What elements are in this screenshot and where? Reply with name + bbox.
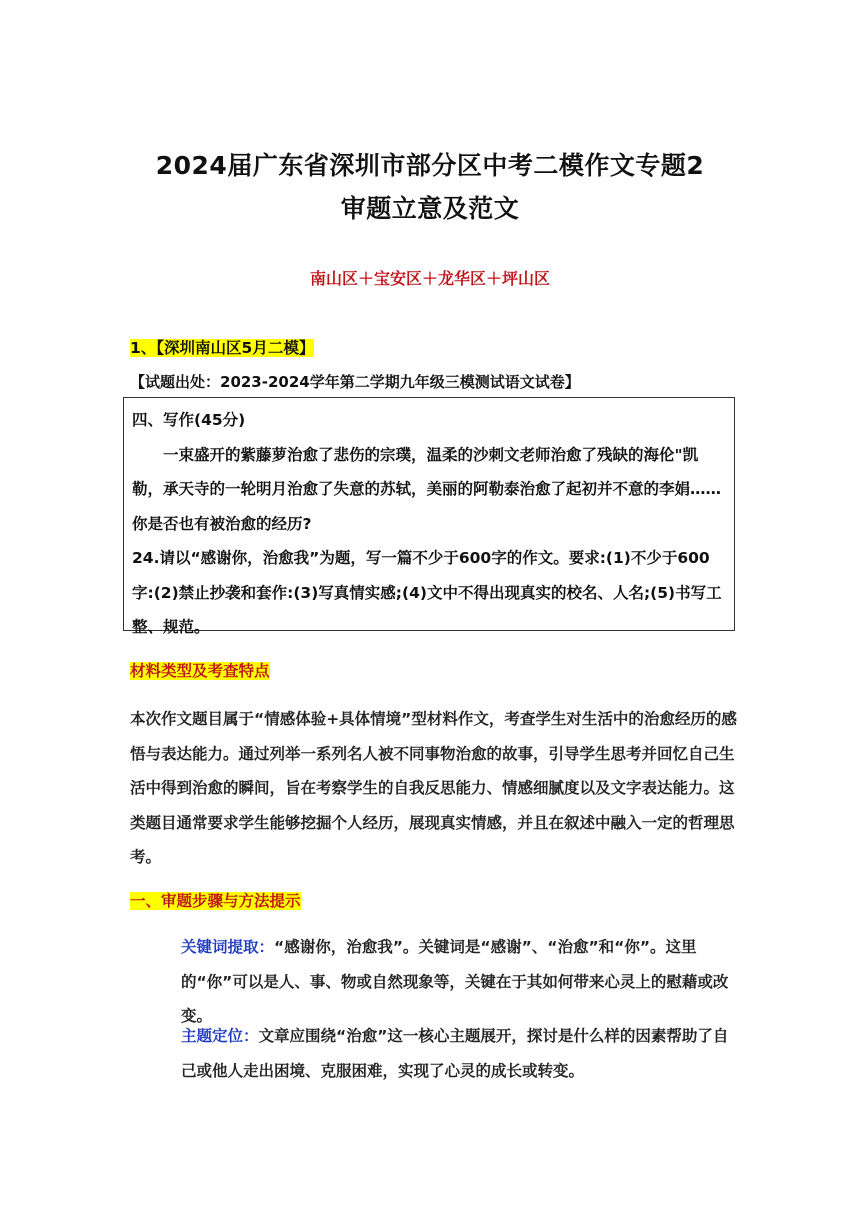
question-heading: 四、写作(45分) — [132, 411, 246, 429]
step-text: “感谢你，治愈我”。关键词是“感谢”、“治愈”和“你”。这里的“你”可以是人、事、物或自然现象等，关键在于其如何带来心灵上的慰藉或改变。 — [181, 938, 729, 1025]
steps-heading-text: 一、审题步骤与方法提示 — [130, 892, 301, 910]
step-text: 文章应围绕“治愈”这一核心主题展开，探讨是什么样的因素帮助了自己或他人走出困境、克服困难，实现了心灵的成长或转变。 — [181, 1027, 729, 1080]
step-label: 关键词提取： — [181, 938, 275, 956]
steps-heading — [130, 889, 301, 911]
question-task: 24.请以“感谢你，治愈我”为题，写一篇不少于600字的作文。要求:(1)不少于600字:(2)禁止抄袭和套作:(3)写真情实感;(4)文中不得出现真实的校名、人名;(5)书写工整、规范。 — [132, 549, 722, 636]
materials-heading-text: 材料类型及考查特点 — [130, 662, 270, 680]
materials-paragraph: 本次作文题目属于“情感体验+具体情境”型材料作文，考查学生对生活中的治愈经历的感悟与表达能力。通过列举一系列名人被不同事物治愈的故事，引导学生思考并回忆自己生活中得到治愈的瞬间，旨在考察学生的自我反思能力、情感细腻度以及文字表达能力。这类题目通常要求学生能够挖掘个人经历，展现真实情感，并且在叙述中融入一定的哲理思考。 — [130, 710, 737, 866]
districts-line: 南山区＋宝安区＋龙华区＋坪山区 — [309, 269, 550, 288]
section-label — [130, 336, 314, 358]
question-box — [123, 397, 735, 636]
question-prompt: 一束盛开的紫藤萝治愈了悲伤的宗璞，温柔的沙刺文老师治愈了残缺的海伦"凯勒，承天寺的一轮明月治愈了失意的苏轼，美丽的阿勒泰治愈了起初并不意的李娟……你是否也有被治愈的经历? — [132, 445, 722, 533]
materials-heading — [130, 659, 270, 681]
question-source: 【试题出处：2023-2024学年第二学期九年级三模测试语文试卷】 — [130, 373, 580, 391]
page-subtitle: 审题立意及范文 — [340, 194, 520, 223]
step-label: 主题定位： — [181, 1027, 259, 1045]
section-label-text: 1、【深圳南山区5月二模】 — [130, 339, 315, 357]
step-item — [181, 930, 739, 1034]
step-item — [181, 1019, 739, 1088]
page-title: 2024届广东省深圳市部分区中考二模作文专题2 — [155, 151, 705, 180]
